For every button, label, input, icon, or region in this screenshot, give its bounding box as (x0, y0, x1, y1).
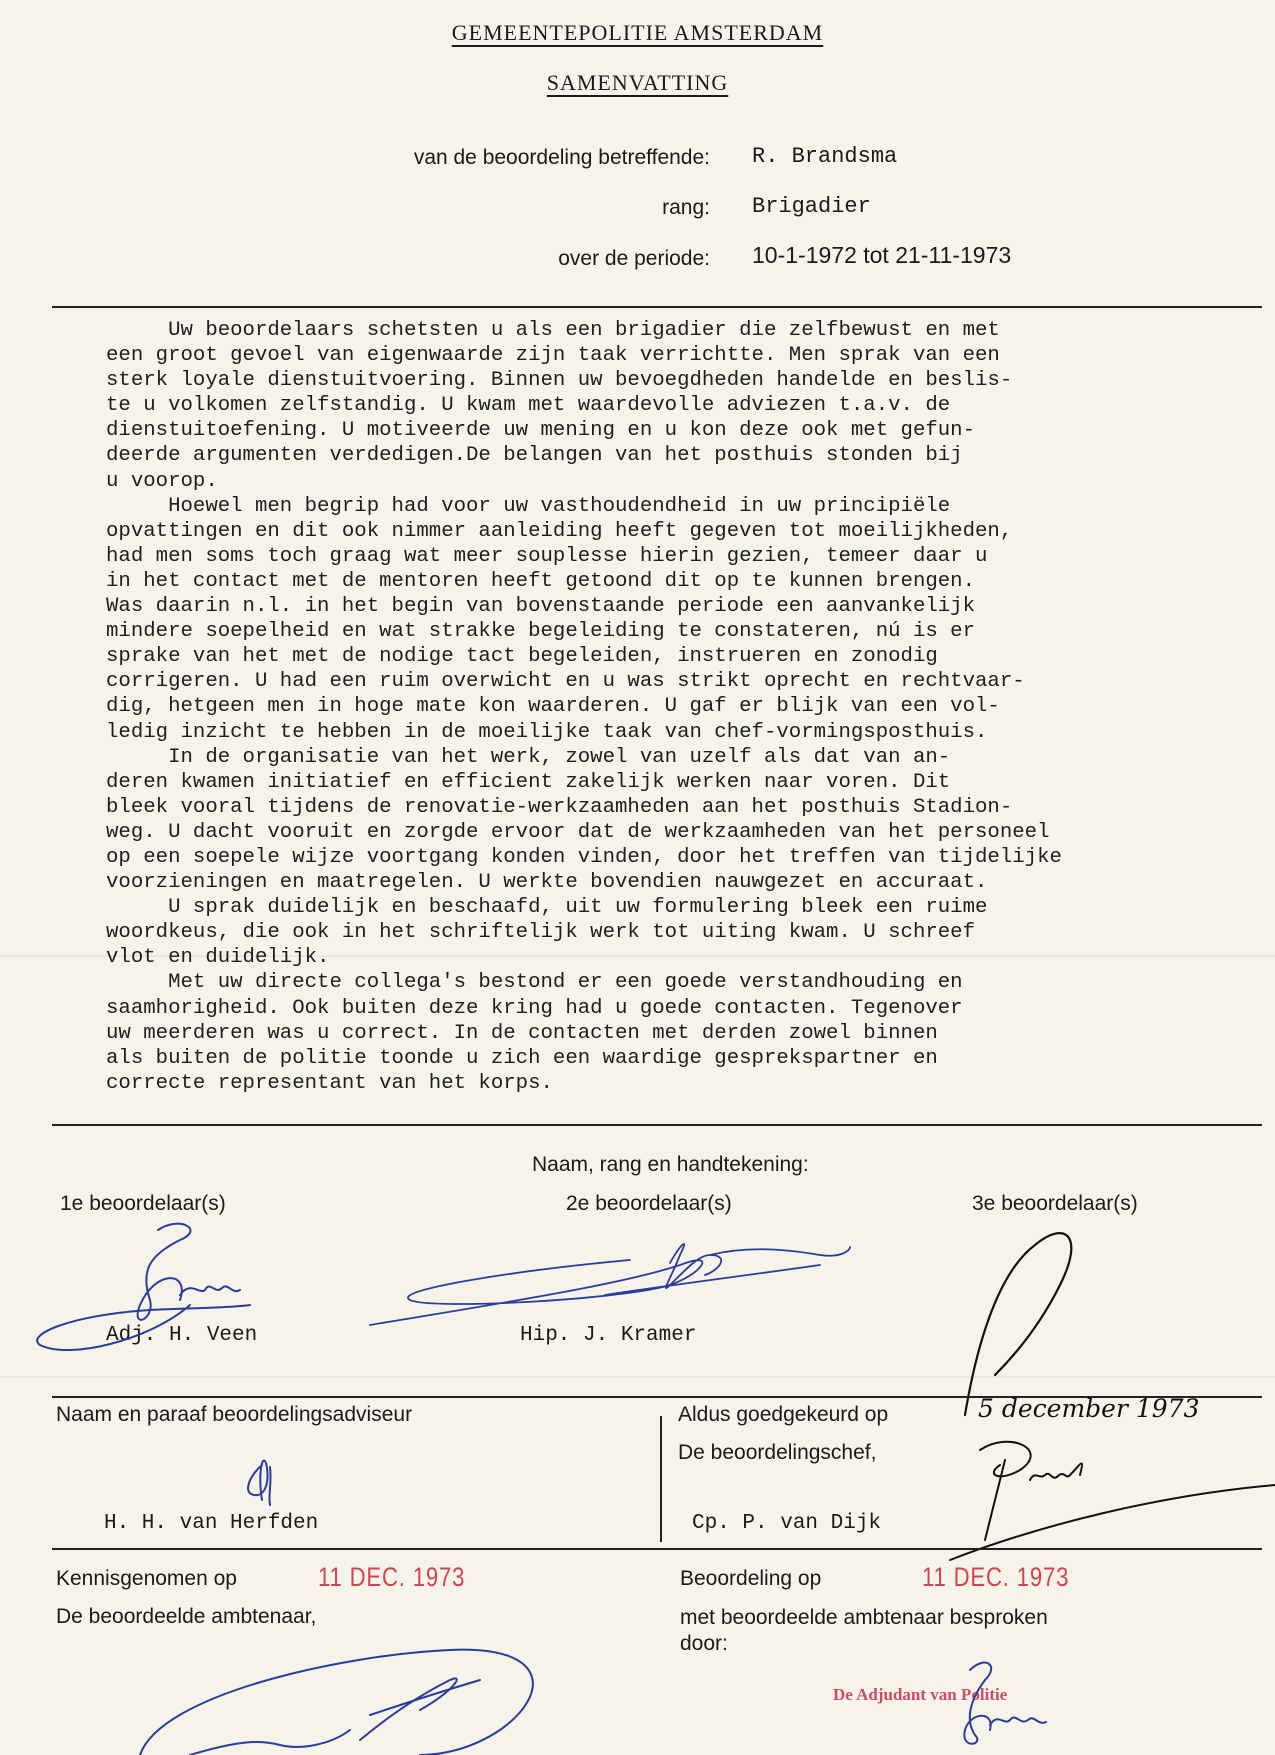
approval-date: 5 december 1973 (978, 1394, 1200, 1423)
signatures-heading: Naam, rang en handtekening: (532, 1153, 809, 1176)
divider (52, 1548, 1262, 1550)
second-assessor-label: 2e beoordelaar(s) (566, 1192, 732, 1215)
chef-name: Cp. P. van Dijk (692, 1512, 882, 1535)
document-subtitle: SAMENVATTING (546, 70, 729, 95)
adjudant-signature (940, 1650, 1060, 1755)
second-assessor-name: Hip. J. Kramer (520, 1324, 697, 1347)
approval-label: Aldus goedgekeurd op (678, 1403, 889, 1426)
acknowledged-label: Kennisgenomen op (56, 1567, 237, 1590)
signature-second-assessor (370, 1225, 930, 1335)
first-assessor-name: Adj. H. Veen (106, 1324, 258, 1347)
rank-value: Brigadier (752, 194, 871, 219)
divider (52, 306, 1262, 308)
chef-signature (940, 1420, 1275, 1560)
period-label: over de periode: (558, 247, 710, 270)
document-title: GEMEENTEPOLITIE AMSTERDAM (451, 20, 824, 45)
discussed-stamp: 11 DEC. 1973 (922, 1562, 1070, 1592)
advisor-initials (240, 1455, 300, 1510)
period-value: 10-1-1972 tot 21-11-1973 (752, 242, 1012, 268)
acknowledged-stamp: 11 DEC. 1973 (318, 1562, 466, 1592)
subject-value: R. Brandsma (752, 144, 898, 169)
subject-signature-label: De beoordeelde ambtenaar, (56, 1605, 317, 1628)
first-assessor-label: 1e beoordelaar(s) (60, 1192, 226, 1215)
signature-third-assessor (955, 1225, 1125, 1415)
evaluation-text: Uw beoordelaars schetsten u als een brigadier die zelfbewust en met een groot gevoel van eigenwaarde zijn taak verrichtte. Men sprak van een sterk loyale dienstuitvoering. Binnen uw bevoegdheden handelde en beslis- te u volkomen zelfstandig. U kwam met waardevolle adviezen t.a.v. de dienstuitoefening. U motiveerde uw mening en u kon deze ook met gefun- deerde argumenten verdedigen.De belangen van het posthuis stonden bij u voorop. Hoewel men begrip had voor uw vasthoudendheid in uw principiële opvattingen en dit ook nimmer aanleiding heeft gegeven tot moeilijkheden, had men soms toch graag wat meer souplesse hierin gezien, temeer daar u in het contact met de mentoren heeft getoond dit op te kunnen brengen. Was daarin n.l. in het begin van bovenstaande periode een aanvankelijk mindere soepelheid en wat strakke begeleiding te constateren, nú is er sprake van het met de nodige tact begeleiden, instrueren en zonodig corrigeren. U had een ruim overwicht en u was strikt oprecht en rechtvaar- dig, hetgeen men in hoge mate kon waarderen. U gaf er blijk van een vol- ledig inzicht te hebben in de moeilijke taak van chef-vormingsposthuis. In de organisatie van het werk, zowel van uzelf als dat van an- deren kwamen initiatief en efficient zakelijk werken naar voren. Dit bleek vooral tijdens de renovatie-werkzaamheden aan het posthuis Stadion- weg. U dacht vooruit en zorgde ervoor dat de werkzaamheden van het personeel op een soepele wijze voortgang konden vinden, door het treffen van tijdelijke voorzieningen en maatregelen. U werkte bovendien nauwgezet en accuraat. U sprak duidelijk en beschaafd, uit uw formulering bleek een ruime woordkeus, die ook in het schriftelijk werk tot uiting kwam. U schreef vlot en duidelijk. Met uw directe collega's bestond er een goede verstandhouding en saamhorigheid. Ook buiten deze kring had u goede contacten. Tegenover uw meerderen was u correct. In de contacten met derden zowel binnen als buiten de politie toonde u zich een waardige gesprekspartner en correcte representant van het korps. (106, 319, 1062, 1095)
third-assessor-label: 3e beoordelaar(s) (972, 1192, 1138, 1215)
subject-label: van de beoordeling betreffende: (413, 146, 710, 169)
discussed-by-label: met beoordeelde ambtenaar besproken door: (680, 1606, 1048, 1655)
rank-label: rang: (662, 196, 710, 219)
vertical-divider (660, 1416, 662, 1542)
divider (52, 1124, 1262, 1126)
advisor-name: H. H. van Herfden (104, 1512, 319, 1535)
subject-signature (120, 1635, 560, 1755)
chef-label: De beoordelingschef, (678, 1441, 877, 1464)
signature-first-assessor (30, 1210, 260, 1360)
advisor-label: Naam en paraaf beoordelingsadviseur (56, 1403, 413, 1426)
adjudant-stamp: De Adjudant van Politie (833, 1685, 1008, 1704)
discussed-label: Beoordeling op (680, 1567, 822, 1590)
